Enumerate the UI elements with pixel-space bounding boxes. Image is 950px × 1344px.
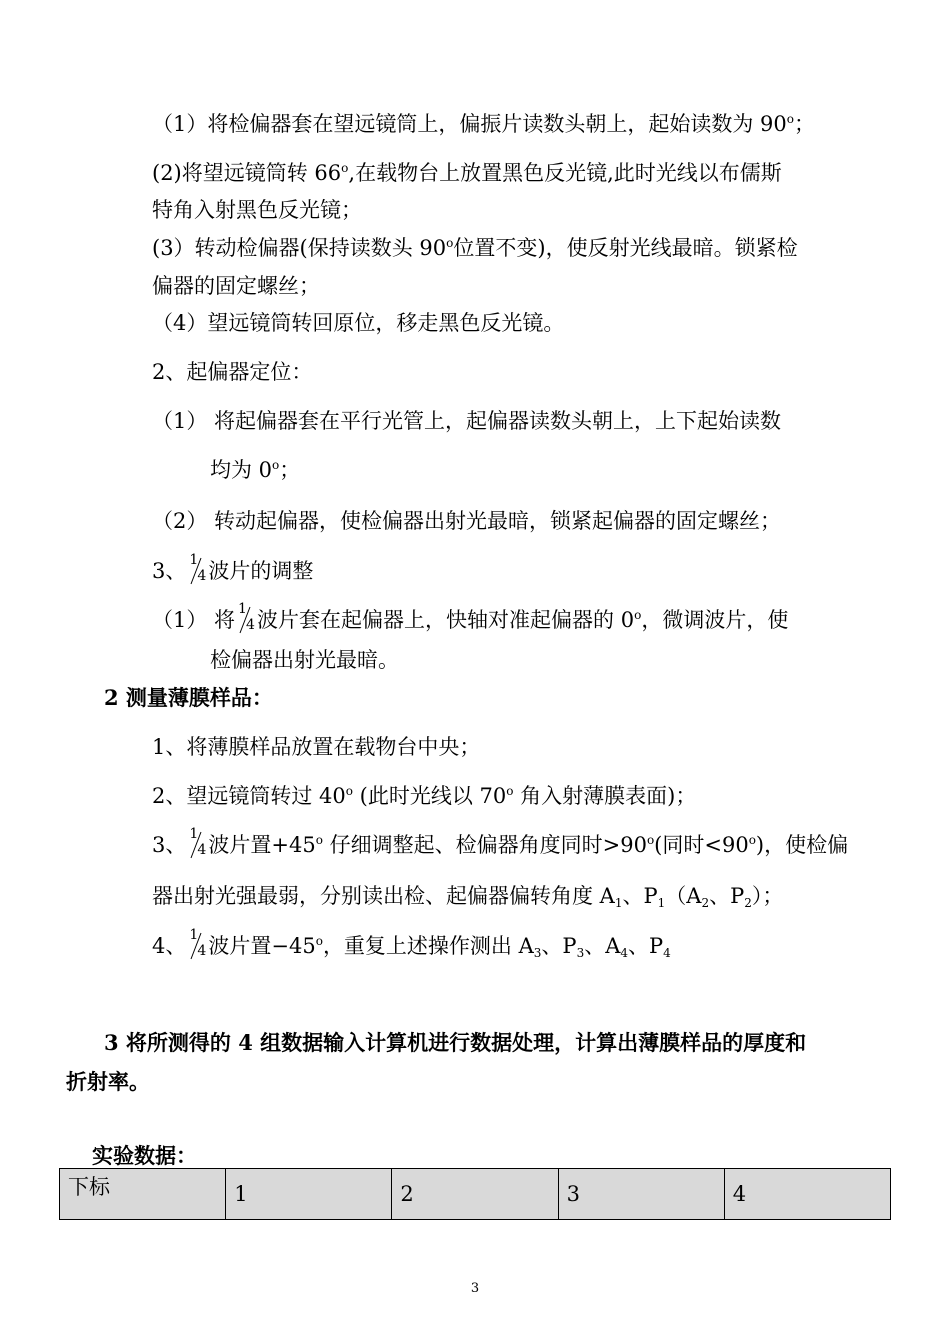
text: 检偏器出射光最暗。 [210,648,399,672]
polarizer-step-1 [152,407,781,435]
text: (此时光线以 70 [353,784,507,808]
text: (2)将望远镜筒转 66 [152,161,342,185]
heading-data-processing-cont [66,1068,150,1096]
text: 2、起偏器定位： [152,360,313,384]
degree-sign: o [446,236,454,250]
table-cell: 1 [226,1169,392,1220]
quarter-fraction: 1 4 [189,927,207,959]
heading-polarizer-positioning [152,358,312,386]
quarter-fraction: 1 4 [189,552,207,584]
text: 波片置+45 [208,833,316,857]
text: 2 测量薄膜样品： [104,685,273,710]
text: （1）将检偏器套在望远镜筒上，偏振片读数头朝上，起始读数为 90 [152,112,787,136]
page-number: 3 [470,1281,480,1296]
degree-sign: o [634,608,642,622]
text: 仔细调整起、检偏器角度同时>90 [322,833,647,857]
text: （A [665,884,702,908]
text: ，微调波片，使 [641,608,789,632]
text: 特角入射黑色反光镜； [152,198,362,222]
data-table [59,1168,891,1220]
text: ； [279,458,301,482]
subscript: 2 [744,896,752,910]
degree-sign: o [315,833,323,847]
text: 偏器的固定螺丝； [152,274,320,298]
text: (同时<90 [654,833,749,857]
step-2-line [152,159,782,187]
text: ,在载物台上放置黑色反光镜,此时光线以布儒斯 [348,161,782,185]
measure-step-3-cont [152,882,783,910]
step-2-cont [152,196,362,224]
text: ，重复上述操作测出 A [322,934,534,958]
table-row [60,1169,891,1220]
text: （2） 转动起偏器，使检偏器出射光最暗，锁紧起偏器的固定螺丝； [152,509,782,533]
text: 实验数据： [92,1143,197,1168]
degree-sign: o [341,161,349,175]
step-3-line [152,234,798,262]
table-cell: 下标 [60,1169,226,1220]
measure-step-4 [152,927,671,961]
measure-step-1 [152,733,480,761]
text: 器出射光强最弱，分别读出检、起偏器偏转角度 A [152,884,615,908]
text: ； [794,112,815,136]
degree-sign: o [272,458,280,472]
subscript: 1 [657,896,666,910]
degree-sign: o [315,934,323,948]
degree-sign: o [748,833,756,847]
degree-sign: o [646,833,655,847]
subscript: 3 [576,946,585,960]
heading-experiment-data [92,1142,197,1170]
text: 3、 [152,559,187,583]
text: 波片的调整 [208,559,314,583]
text: 波片置−45 [208,934,316,958]
step-1-line [152,110,815,138]
degree-sign: o [506,784,514,798]
step-4-line [152,309,564,337]
heading-quarter-wave [152,552,314,586]
quarter-fraction: 1 4 [238,601,255,633]
heading-data-processing [104,1029,806,1057]
quarter-fraction: 1 4 [189,826,207,858]
text: 、P [628,934,664,958]
text: 2、望远镜筒转过 40 [152,784,346,808]
subscript: 1 [614,896,623,910]
subscript: 4 [620,946,629,960]
subscript: 2 [701,896,710,910]
heading-measure-film [104,684,273,712]
polarizer-step-1-cont [210,456,300,484]
text: 角入射薄膜表面)； [513,784,697,808]
text: （4）望远镜筒转回原位，移走黑色反光镜。 [152,311,565,335]
subscript: 3 [533,946,542,960]
table-cell: 3 [558,1169,724,1220]
text: 、A [584,934,621,958]
table-cell: 2 [392,1169,558,1220]
text: )，使检偏 [755,833,849,857]
text: 、P [541,934,577,958]
quarter-wave-step-1-cont [210,646,399,674]
text: 3、 [152,833,187,857]
text: 、P [709,884,745,908]
degree-sign: o [345,784,353,798]
text: 3 将所测得的 4 组数据输入计算机进行数据处理，计算出薄膜样品的厚度和 [104,1030,807,1055]
measure-step-3 [152,826,849,860]
text: 位置不变)，使反射光线最暗。锁紧检 [453,236,798,260]
text: 波片套在起偏器上，快轴对准起偏器的 0 [257,608,635,632]
polarizer-step-2 [152,507,781,535]
subscript: 4 [663,946,671,960]
text: 、P [622,884,658,908]
measure-step-2 [152,782,696,810]
text: ）； [751,884,784,908]
text: （1） 将起偏器套在平行光管上，起偏器读数头朝上，上下起始读数 [152,409,782,433]
text: 折射率。 [66,1069,150,1094]
degree-sign: o [786,112,794,126]
text: (3）转动检偏器(保持读数头 90 [152,236,447,260]
text: 1、将薄膜样品放置在载物台中央； [152,735,481,759]
text: 均为 0 [210,458,273,482]
text: 4、 [152,934,187,958]
quarter-wave-step-1 [152,601,789,635]
text: （1） 将 [152,608,236,632]
table-cell: 4 [724,1169,890,1220]
step-3-cont [152,272,320,300]
